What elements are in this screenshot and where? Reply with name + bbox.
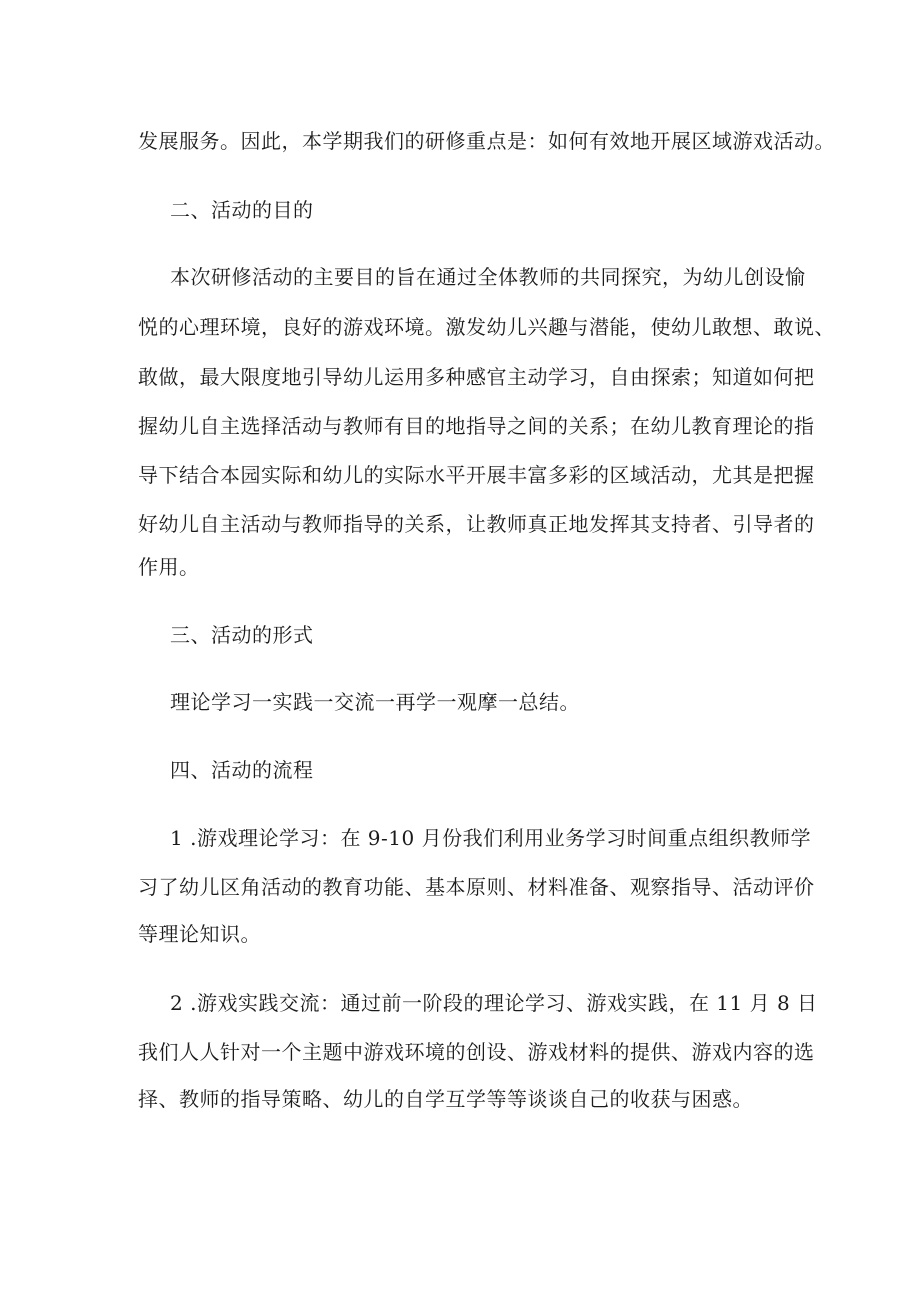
section2-line: 悦的心理环境，良好的游戏环境。激发幼儿兴趣与潜能，使幼儿敢想、敢说、 xyxy=(138,315,835,339)
section2-line: 握幼儿自主选择活动与教师有目的地指导之间的关系；在幼儿教育理论的指 xyxy=(138,414,815,438)
section2-line: 好幼儿自主活动与教师指导的关系，让教师真正地发挥其支持者、引导者的 xyxy=(138,512,815,536)
section2-line: 导下结合本园实际和幼儿的实际水平开展丰富多彩的区域活动，尤其是把握 xyxy=(138,463,815,487)
section4-item2-line: 2 .游戏实践交流：通过前一阶段的理论学习、游戏实践，在 11 月 8 日 xyxy=(170,991,818,1015)
section3-heading: 三、活动的形式 xyxy=(170,623,314,647)
section2-heading: 二、活动的目的 xyxy=(170,198,314,222)
intro-tail-line: 发展服务。因此，本学期我们的研修重点是：如何有效地开展区域游戏活动。 xyxy=(138,129,835,153)
section2-line: 敢做，最大限度地引导幼儿运用多种感官主动学习，自由探索；知道如何把 xyxy=(138,365,815,389)
section4-item2-line: 我们人人针对一个主题中游戏环境的创设、游戏材料的提供、游戏内容的选 xyxy=(138,1040,815,1064)
section4-item1-line: 等理论知识。 xyxy=(138,922,261,946)
section2-line: 本次研修活动的主要目的旨在通过全体教师的共同探究，为幼儿创设愉 xyxy=(170,265,806,289)
section2-line: 作用。 xyxy=(138,555,200,579)
section4-item1-line: 习了幼儿区角活动的教育功能、基本原则、材料准备、观察指导、活动评价 xyxy=(138,875,815,899)
section4-item2-line: 择、教师的指导策略、幼儿的自学互学等等谈谈自己的收获与困惑。 xyxy=(138,1087,753,1111)
section4-heading: 四、活动的流程 xyxy=(170,758,314,782)
section3-text: 理论学习一实践一交流一再学一观摩一总结。 xyxy=(170,690,580,714)
section4-item1-line: 1 .游戏理论学习：在 9-10 月份我们利用业务学习时间重点组织教师学 xyxy=(170,826,812,850)
